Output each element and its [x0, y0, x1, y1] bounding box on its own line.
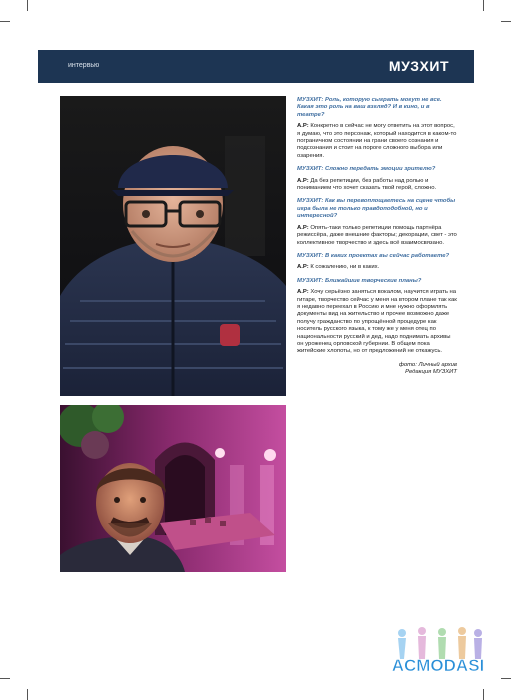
crop-mark [483, 689, 484, 700]
question: МУЗХИТ: Как вы перевоплощаетесь на сцене чтобы игра была не только правдоподобной, но и интересной? [297, 198, 456, 220]
answer-text: Опять-таки только репетиции помощь партнёра режиссёра, даже внешние факторы; декорации, свет - это коллективное творчество и здесь всё взаимосвязано. [297, 224, 457, 246]
theatre-photo [60, 405, 286, 572]
acmodasi-logo [388, 625, 488, 680]
magazine-title: МУЗХИТ [388, 58, 449, 74]
answer [297, 225, 457, 247]
question: МУЗХИТ: Сложно передать эмоции зрителю? [297, 166, 436, 173]
section-label: интервью [68, 62, 100, 69]
speaker-label: А.Р: [297, 123, 309, 130]
question: МУЗХИТ: В каких проектах вы сейчас работаете? [297, 252, 450, 259]
answer-text: К сожалению, ни в каких. [308, 264, 380, 271]
speaker-label: А.Р: [297, 289, 309, 296]
portrait-photo [60, 96, 286, 396]
credit-line: Редакция МУЗХИТ [405, 369, 457, 376]
answer [297, 264, 457, 271]
crop-mark [0, 21, 10, 22]
crop-mark [0, 678, 10, 679]
photo-credit [297, 362, 457, 377]
crop-mark [27, 689, 28, 700]
crop-mark [483, 0, 484, 11]
crop-mark [501, 21, 511, 22]
question: МУЗХИТ: Ближайшие творческие планы? [297, 277, 422, 284]
speaker-label: А.Р: [297, 224, 309, 231]
crop-mark [27, 0, 28, 11]
page-header [38, 50, 474, 83]
answer-text: Да без репетиции, без работы над ролью и пониманием что хочет сказать твой герой, сложно. [297, 177, 437, 192]
answer [297, 123, 457, 160]
speaker-label: А.Р: [297, 264, 309, 271]
answer-text: Хочу серьёзно заняться вокалом, научится играть на гитаре, творчество сейчас у меня на втором плане так как я недавно переехал в Россию и мне нужно оформлять документы вид на жительство и прочее возможно даже получу гражданство по упрощённой процедуре как носитель русского языка, к тому же у меня отец по национальности русский и дед, надо поднимать архивы он уроженец орловской губернии. В общем пока житейские хлопоты, но от предложений не откажусь. [297, 289, 457, 355]
question: МУЗХИТ: Роль, которую сыграть могут не все. Какая это роль на ваш взгляд? И в кино, и в театре? [297, 97, 442, 118]
watermark-text: ACMODASI [391, 656, 485, 675]
interview-column [297, 97, 457, 377]
speaker-label: А.Р: [297, 177, 309, 184]
answer [297, 289, 457, 356]
crop-mark [501, 678, 511, 679]
credit-line: фото: Личный архив [398, 361, 457, 368]
answer [297, 178, 457, 193]
answer-text: Конкретно в сейчас не могу ответить на этот вопрос, я думаю, что это персонаж, который находится в каком-то пограничном состоянии на грани своего сознания и подсознания и стоит на пороге сложного выбора или озарения. [297, 123, 457, 159]
